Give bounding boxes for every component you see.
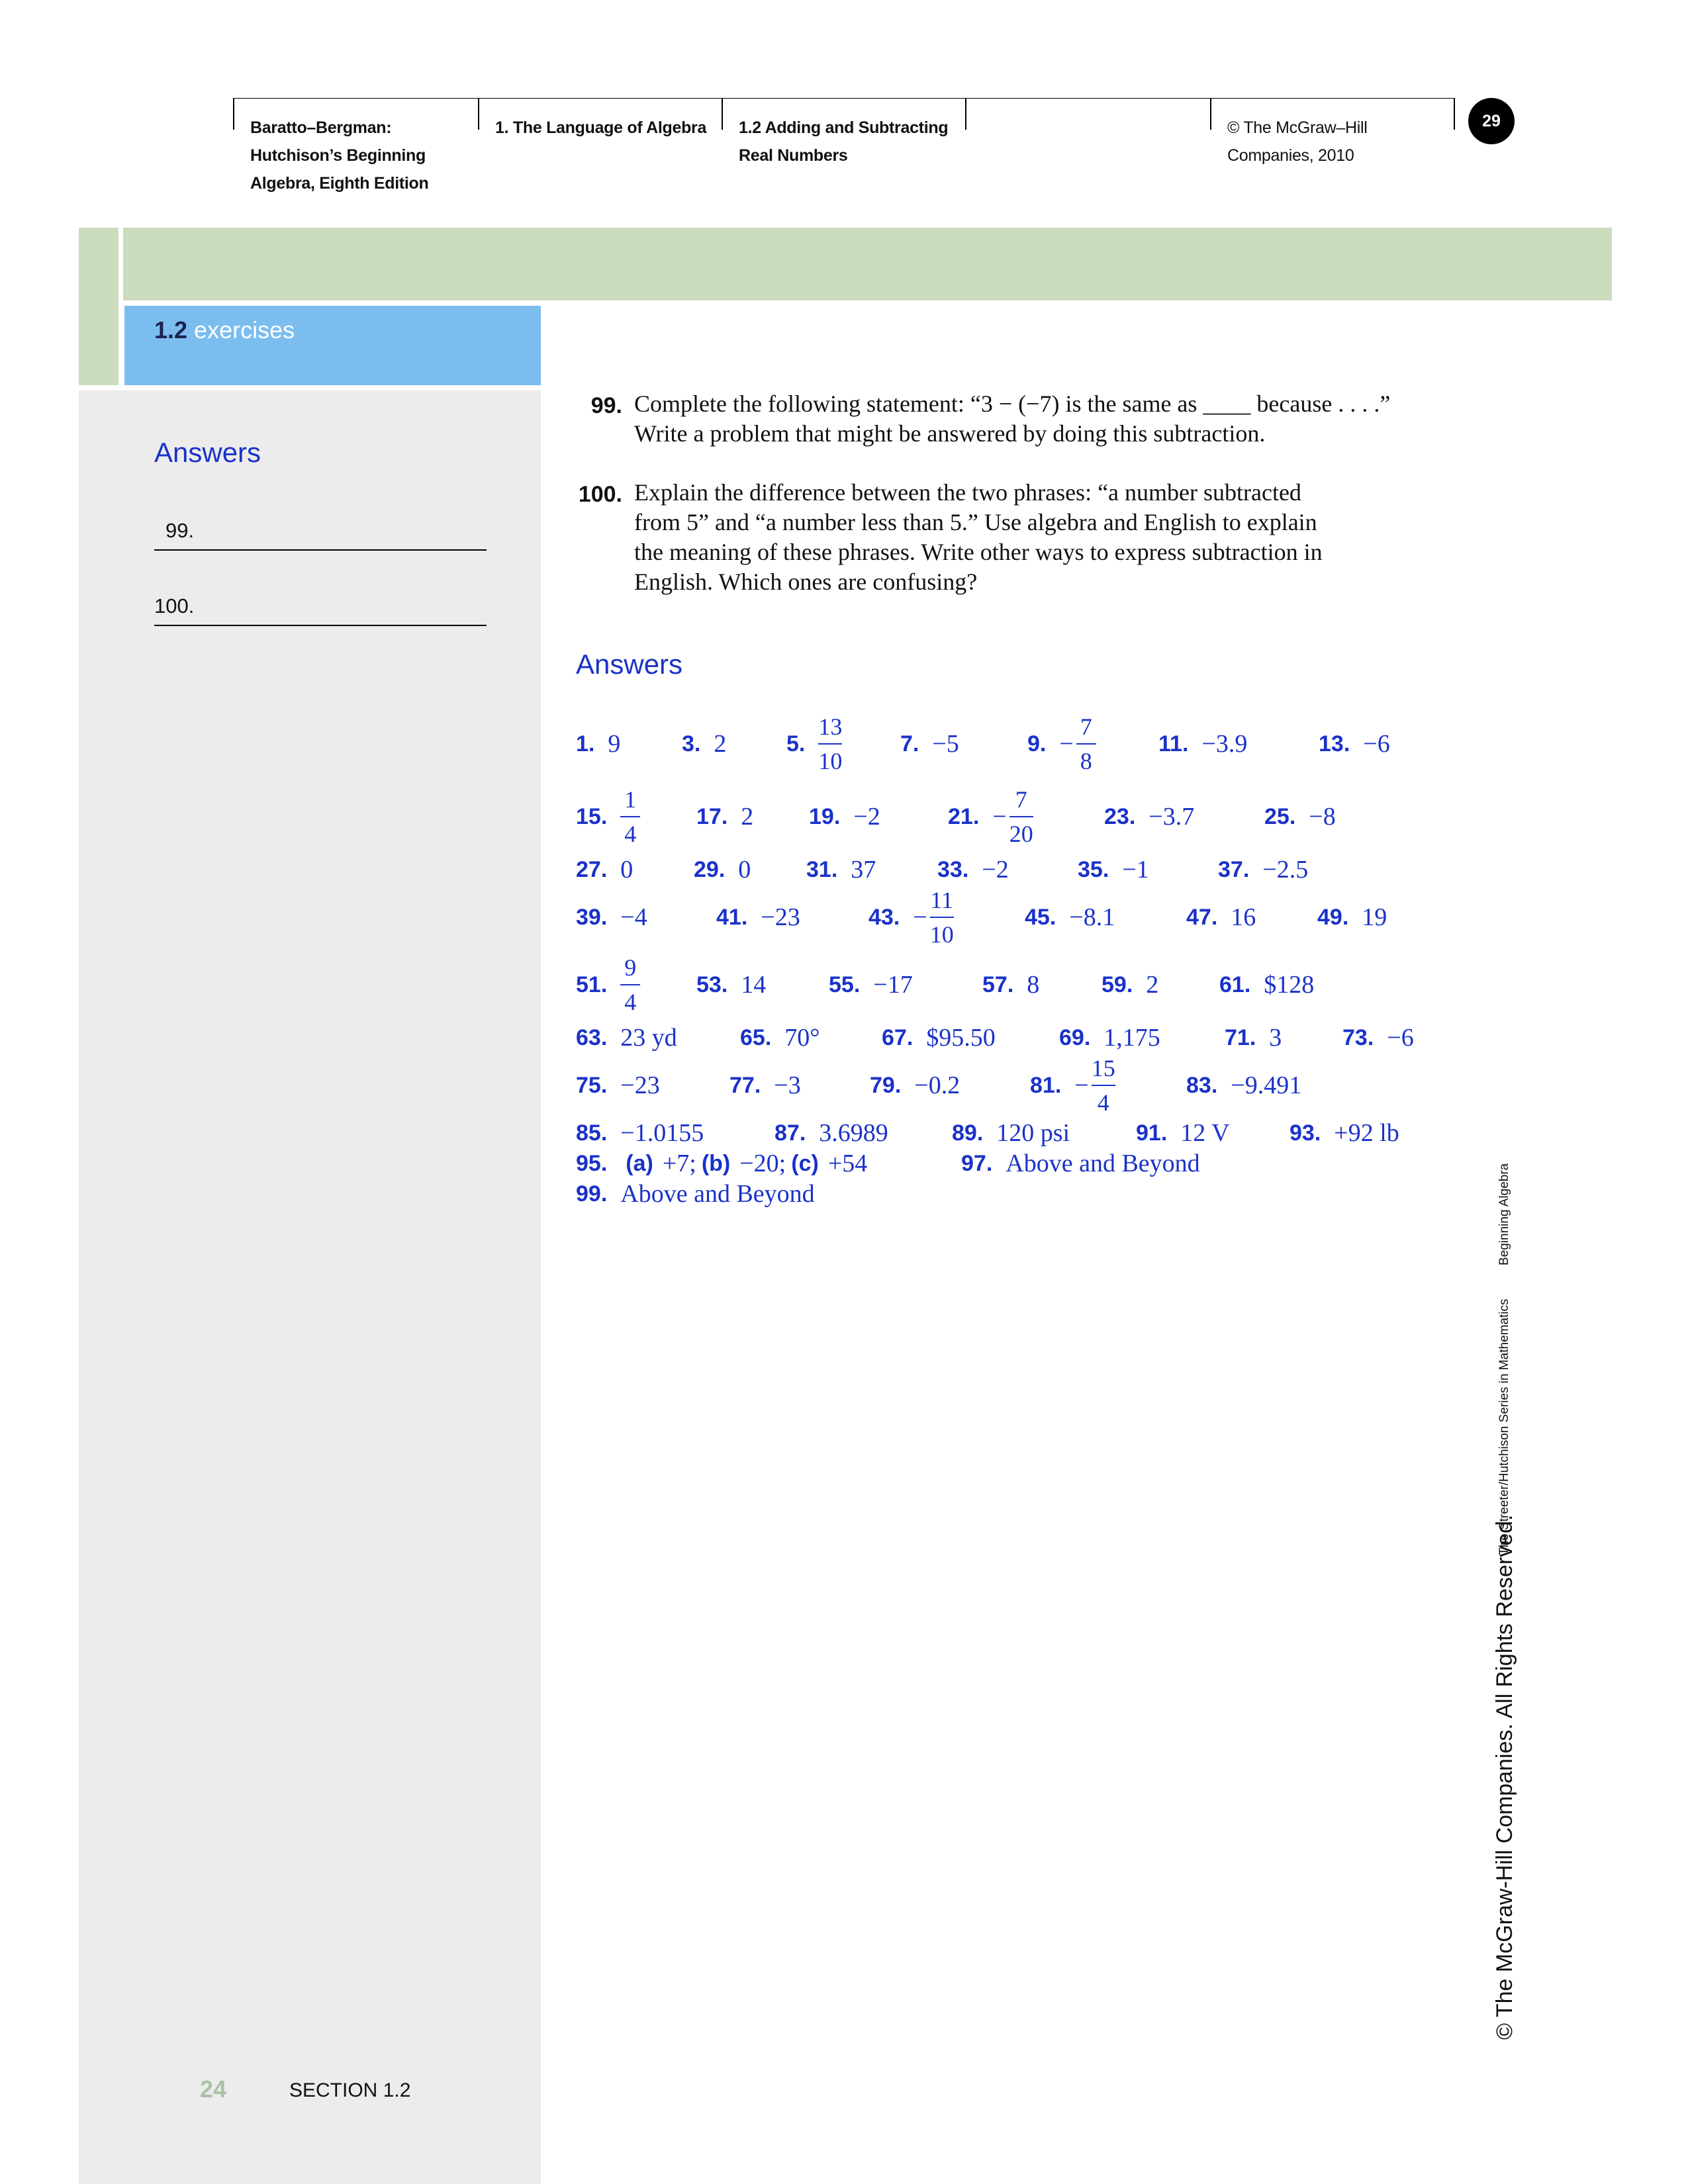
answer-number: 41.	[716, 904, 748, 930]
answer-number: 5.	[786, 731, 806, 756]
exercise-line: the meaning of these phrases. Write other ways to express subtraction in	[634, 539, 1323, 565]
answer-item	[1030, 1052, 1115, 1119]
header-band	[123, 228, 1612, 300]
answer-value: 0	[620, 856, 633, 884]
answer-item	[1264, 802, 1336, 831]
fraction-numerator: 7	[1080, 713, 1092, 740]
answer-line-label: 99.	[165, 519, 195, 542]
answer-item	[716, 903, 800, 932]
answer-number: 69.	[1059, 1024, 1091, 1050]
answer-number: 31.	[806, 856, 838, 882]
answer-number: 71.	[1225, 1024, 1256, 1050]
answer-item	[882, 1023, 996, 1052]
exercise-line: Write a problem that might be answered by doing this subtraction.	[634, 420, 1266, 447]
answer-value: 23 yd	[620, 1024, 677, 1052]
answer-value: +92 lb	[1334, 1119, 1399, 1147]
answer-value: −9.491	[1231, 1071, 1302, 1099]
answer-value: −2	[982, 856, 1009, 884]
answer-item	[952, 1118, 1070, 1148]
answer-number: 13.	[1319, 731, 1350, 756]
fraction-denominator: 4	[624, 821, 637, 847]
answer-item	[576, 1071, 660, 1100]
header-book-line: Hutchison’s Beginning	[250, 146, 426, 165]
answer-number: 35.	[1078, 856, 1109, 882]
answer-number: 21.	[948, 803, 980, 829]
answer-item	[696, 802, 753, 831]
fraction-numerator: 1	[624, 786, 637, 813]
answer-value: 1,175	[1103, 1024, 1160, 1052]
answer-fraction	[1092, 1052, 1115, 1119]
answer-item	[1059, 1023, 1160, 1052]
answer-number: 87.	[774, 1120, 806, 1146]
fraction-numerator: 9	[624, 954, 637, 981]
fraction-denominator: 20	[1009, 821, 1033, 847]
answer-line	[154, 549, 487, 551]
answer-value: −23	[761, 903, 800, 931]
exercise-number: 100.	[578, 482, 622, 507]
exercise-text	[634, 389, 1455, 449]
header-book-line: Algebra, Eighth Edition	[250, 174, 429, 193]
answer-number: 27.	[576, 856, 608, 882]
answer-value: 14	[741, 971, 767, 999]
header-section-line: Real Numbers	[739, 146, 848, 165]
answer-item	[1319, 729, 1390, 758]
answer-value: +54	[827, 1150, 868, 1177]
answer-value: −8	[1309, 803, 1336, 831]
fraction-numerator: 13	[818, 713, 843, 740]
answer-number: 95.	[576, 1150, 608, 1176]
answer-number: 45.	[1025, 904, 1056, 930]
answer-item	[1078, 855, 1149, 884]
answer-item	[786, 710, 842, 778]
answer-fraction	[930, 884, 954, 951]
answer-value: Above and Beyond	[1006, 1150, 1200, 1177]
answer-item	[576, 783, 640, 850]
answer-number: 29.	[694, 856, 726, 882]
header-divider	[478, 98, 479, 130]
fraction-denominator: 10	[818, 748, 843, 774]
answer-value: −0.2	[914, 1071, 961, 1099]
answer-number: 75.	[576, 1072, 608, 1098]
answer-item	[740, 1023, 820, 1052]
answer-item	[576, 855, 633, 884]
negative-sign: −	[1074, 1071, 1089, 1099]
answer-item	[1342, 1023, 1414, 1052]
page-badge: 29	[1468, 98, 1515, 144]
answer-number: 57.	[982, 972, 1014, 997]
answer-number: 91.	[1136, 1120, 1168, 1146]
answer-item	[576, 951, 640, 1019]
fraction-numerator: 7	[1015, 786, 1027, 813]
negative-sign: −	[992, 803, 1007, 831]
answer-value: −1	[1122, 856, 1149, 884]
side-strip	[79, 228, 118, 385]
answer-value: $128	[1264, 971, 1315, 999]
answer-value: −17	[873, 971, 913, 999]
answer-item	[576, 1149, 867, 1178]
answer-value: −5	[932, 730, 959, 758]
answer-value: −3	[774, 1071, 801, 1099]
answer-number: 67.	[882, 1024, 914, 1050]
answer-value: 3.6989	[819, 1119, 888, 1147]
answer-number: 9.	[1027, 731, 1047, 756]
answer-number: 55.	[829, 972, 861, 997]
subject-name: Beginning Algebra	[1497, 1163, 1511, 1265]
answer-number: 15.	[576, 803, 608, 829]
answer-item	[576, 1023, 677, 1052]
answers-title: Answers	[576, 649, 683, 680]
answer-line	[154, 625, 487, 626]
answer-number: 99.	[576, 1181, 608, 1206]
header-book-title	[250, 114, 428, 197]
answer-number: 77.	[729, 1072, 761, 1098]
answer-value: −2	[853, 803, 880, 831]
answer-part-label: (c)	[791, 1150, 819, 1176]
negative-sign: −	[913, 903, 927, 931]
fraction-numerator: 11	[930, 887, 954, 913]
answer-fraction	[1076, 710, 1096, 778]
answer-number: 73.	[1342, 1024, 1374, 1050]
answer-value: 2	[741, 803, 754, 831]
answer-value: −6	[1387, 1024, 1414, 1052]
answer-item	[1158, 729, 1247, 758]
exercise-line: Explain the difference between the two phrases: “a number subtracted	[634, 479, 1301, 506]
answer-item	[1104, 802, 1194, 831]
exercise-text	[634, 478, 1455, 597]
header-chapter: 1. The Language of Algebra	[495, 118, 707, 137]
answer-number: 51.	[576, 972, 608, 997]
answer-item	[1136, 1118, 1230, 1148]
answer-fraction	[1009, 783, 1033, 850]
answer-number: 93.	[1289, 1120, 1321, 1146]
answer-value: $95.50	[926, 1024, 996, 1052]
answer-item	[1025, 903, 1115, 932]
answer-number: 19.	[809, 803, 841, 829]
answer-number: 47.	[1186, 904, 1218, 930]
answer-item	[576, 903, 647, 932]
answer-item	[1219, 970, 1314, 999]
header-section-line: 1.2 Adding and Subtracting	[739, 118, 949, 137]
fraction-denominator: 10	[929, 921, 954, 948]
answer-value: 2	[714, 730, 727, 758]
fraction-numerator: 15	[1091, 1055, 1115, 1081]
answer-item	[937, 855, 1009, 884]
answer-item	[948, 783, 1033, 850]
answer-item	[694, 855, 751, 884]
answer-item	[774, 1118, 888, 1148]
answer-value: 19	[1362, 903, 1387, 931]
answer-value: 12 V	[1180, 1119, 1230, 1147]
answer-value: −1.0155	[620, 1119, 704, 1147]
answer-number: 11.	[1158, 731, 1189, 756]
fraction-denominator: 4	[624, 989, 637, 1015]
answer-sidebar	[79, 390, 541, 2184]
answer-item	[809, 802, 880, 831]
answer-value: 16	[1231, 903, 1256, 931]
answer-number: 59.	[1102, 972, 1133, 997]
answer-line-label: 100.	[154, 594, 195, 617]
answer-value: +7;	[662, 1150, 696, 1177]
answer-value: 2	[1146, 971, 1159, 999]
section-number: 1.2	[154, 316, 188, 343]
answer-value: 37	[851, 856, 876, 884]
header-divider	[1210, 98, 1211, 130]
answer-number: 23.	[1104, 803, 1136, 829]
answer-value: 3	[1269, 1024, 1282, 1052]
answer-number: 39.	[576, 904, 608, 930]
answer-number: 65.	[740, 1024, 772, 1050]
header-copyright-line: © The McGraw–Hill	[1227, 118, 1368, 137]
answer-item	[870, 1071, 960, 1100]
header-divider	[233, 98, 234, 130]
answer-item	[1186, 1071, 1301, 1100]
answer-item	[1317, 903, 1387, 932]
header-divider	[965, 98, 966, 130]
answer-value: −23	[620, 1071, 660, 1099]
section-tab-label	[154, 316, 295, 344]
answer-value: 70°	[784, 1024, 820, 1052]
answer-fraction	[620, 783, 640, 850]
answer-value: 8	[1027, 971, 1040, 999]
answer-item	[1289, 1118, 1399, 1148]
answer-value: 120 psi	[996, 1119, 1070, 1147]
answer-number: 85.	[576, 1120, 608, 1146]
answer-item	[696, 970, 766, 999]
answer-item	[1218, 855, 1308, 884]
answer-number: 7.	[900, 731, 919, 756]
answer-value: −20;	[739, 1150, 786, 1177]
answer-item	[576, 1179, 815, 1208]
answer-value: −4	[620, 903, 647, 931]
answer-number: 97.	[961, 1150, 993, 1176]
fraction-denominator: 4	[1097, 1089, 1109, 1116]
answer-item	[576, 1118, 704, 1148]
answer-item	[982, 970, 1039, 999]
header-divider	[1454, 98, 1455, 130]
answer-item	[961, 1149, 1200, 1178]
answer-value: 0	[738, 856, 751, 884]
header-book-line: Baratto–Bergman:	[250, 118, 392, 137]
exercise-line: from 5” and “a number less than 5.” Use algebra and English to explain	[634, 509, 1317, 535]
sidebar-title: Answers	[154, 437, 261, 468]
answer-number: 63.	[576, 1024, 608, 1050]
page-number: 24	[200, 2075, 227, 2103]
section-footer: SECTION 1.2	[289, 2079, 411, 2101]
fraction-denominator: 8	[1080, 748, 1092, 774]
answer-item	[682, 729, 726, 758]
answer-number: 49.	[1317, 904, 1349, 930]
answer-item	[900, 729, 959, 758]
answer-number: 33.	[937, 856, 969, 882]
rights-notice: © The McGraw-Hill Companies. All Rights Reserved.	[1492, 1514, 1517, 2040]
answer-value: −8.1	[1069, 903, 1115, 931]
answer-number: 83.	[1186, 1072, 1218, 1098]
exercise-line: Complete the following statement: “3 − (−7) is the same as ____ because . . . .”	[634, 390, 1391, 417]
answer-value: Above and Beyond	[620, 1180, 815, 1208]
answer-item	[868, 884, 954, 951]
answer-item	[806, 855, 876, 884]
answer-part-label: (b)	[701, 1150, 731, 1176]
series-name: The Streeter/Hutchison Series in Mathematics	[1497, 1298, 1511, 1555]
header-rule	[233, 98, 1455, 99]
section-label: exercises	[187, 316, 295, 343]
answer-value: −6	[1363, 730, 1390, 758]
answer-item	[729, 1071, 801, 1100]
answer-value: 9	[608, 730, 621, 758]
exercise-line: English. Which ones are confusing?	[634, 569, 978, 595]
answer-fraction	[620, 951, 640, 1019]
answer-item	[1225, 1023, 1282, 1052]
answer-item	[829, 970, 913, 999]
negative-sign: −	[1059, 730, 1074, 758]
answer-item	[1027, 710, 1096, 778]
answer-item	[1186, 903, 1256, 932]
exercise-number: 99.	[590, 393, 622, 418]
answer-number: 17.	[696, 803, 728, 829]
header-copyright	[1227, 114, 1368, 169]
answer-number: 3.	[682, 731, 701, 756]
answer-number: 79.	[870, 1072, 902, 1098]
header-copyright-line: Companies, 2010	[1227, 146, 1354, 165]
answer-item	[576, 729, 620, 758]
answer-value: −3.7	[1149, 803, 1195, 831]
answer-fraction	[818, 710, 842, 778]
answer-number: 43.	[868, 904, 900, 930]
answer-value: −3.9	[1201, 730, 1248, 758]
answer-value: −2.5	[1262, 856, 1309, 884]
header-section	[739, 114, 948, 169]
header-divider	[722, 98, 723, 130]
answer-part-label: (a)	[626, 1150, 653, 1176]
answer-number: 25.	[1264, 803, 1296, 829]
answer-number: 37.	[1218, 856, 1250, 882]
answer-number: 81.	[1030, 1072, 1062, 1098]
answer-number: 1.	[576, 731, 595, 756]
answer-number: 89.	[952, 1120, 984, 1146]
answer-number: 61.	[1219, 972, 1251, 997]
answer-item	[1102, 970, 1158, 999]
answer-number: 53.	[696, 972, 728, 997]
